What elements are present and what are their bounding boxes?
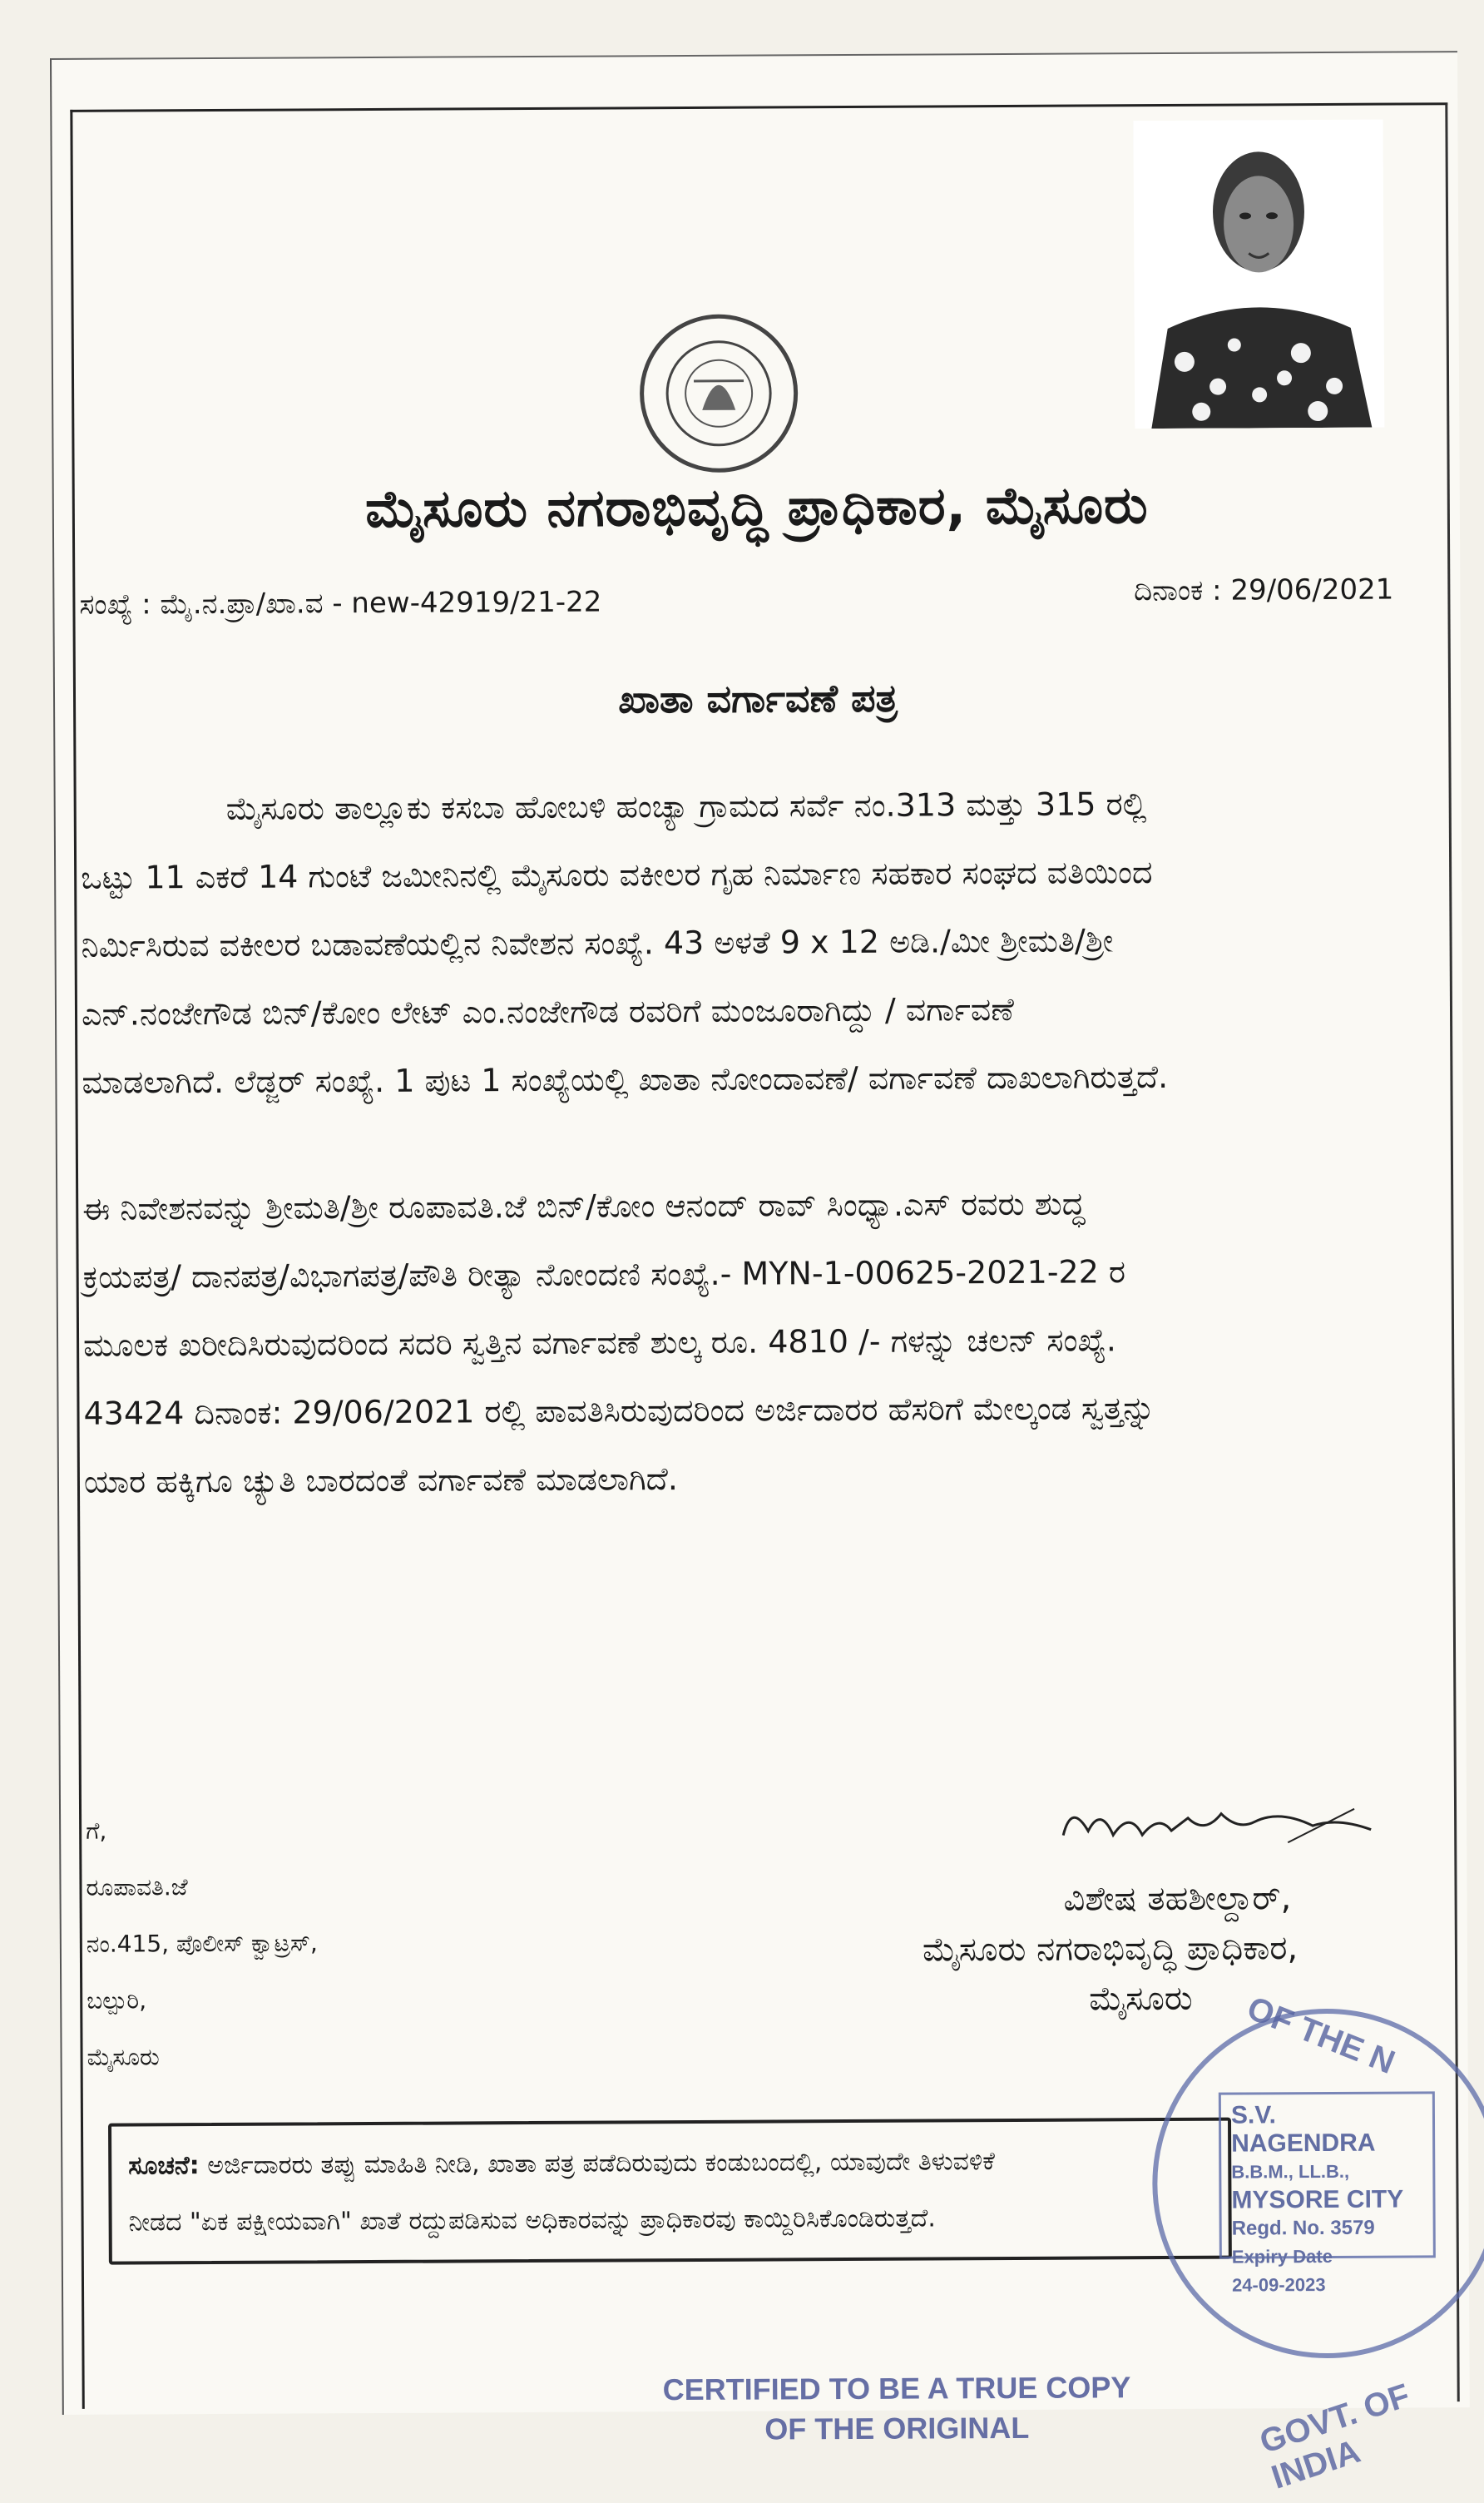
stamp-ring-top: OF THE N: [1242, 1990, 1400, 2082]
notice-label: ಸೂಚನೆ:: [128, 2151, 200, 2181]
certified-stamp: [663, 2367, 1131, 2450]
paragraph-2-line: ಮೂಲಕ ಖರೀದಿಸಿರುವುದರಿಂದ ಸದರಿ ಸ್ವತ್ತಿನ ವರ್ಗಾವಣೆ ಶುಲ್ಕ ರೂ. 4810 /- ಗಳನ್ನು ಚಲನ್ ಸಂಖ್ಯೆ.: [82, 1321, 1116, 1364]
addressee-line: ಮೈಸೂರು: [87, 2043, 160, 2071]
signature-line: ಮೈಸೂರು: [1089, 1979, 1193, 2019]
issue-date: ದಿನಾಂಕ : 29/06/2021: [1133, 572, 1394, 608]
signature-line: ಮೈಸೂರು ನಗರಾಭಿವೃದ್ಧಿ ಪ್ರಾಧಿಕಾರ,: [922, 1929, 1298, 1970]
paragraph-1-line: ಮೈಸೂರು ತಾಲ್ಲೂಕು ಕಸಬಾ ಹೋಬಳಿ ಹಂಚ್ಯಾ ಗ್ರಾಮದ ಸರ್ವೆ ನಂ.313 ಮತ್ತು 315 ರಲ್ಲಿ: [225, 786, 1147, 827]
applicant-photo: [1133, 120, 1384, 429]
notice-text-1: ಅರ್ಜಿದಾರರು ತಪ್ಪು ಮಾಹಿತಿ ನೀಡಿ, ಖಾತಾ ಪತ್ರ ಪಡೆದಿರುವುದು ಕಂಡುಬಂದಲ್ಲಿ, ಯಾವುದೇ ತಿಳುವಳಿಕೆ: [207, 2147, 995, 2181]
paragraph-2: [82, 1167, 1432, 1515]
stamp-line: B.B.M., LL.B.,: [1231, 2160, 1350, 2183]
addressee-line: ರೂಪಾವತಿ.ಜೆ: [86, 1873, 188, 1901]
stamp-line: 24-09-2023: [1231, 2274, 1326, 2296]
paragraph-2-line: ಯಾರ ಹಕ್ಕಿಗೂ ಚ್ಯುತಿ ಬಾರದಂತೆ ವರ್ಗಾವಣೆ ಮಾಡಲಾಗಿದೆ.: [83, 1460, 678, 1500]
addressee-line: ಗೆ,: [86, 1817, 107, 1845]
notice-text-2: ನೀಡದ "ಏಕ ಪಕ್ಷೀಯವಾಗಿ" ಖಾತೆ ರದ್ದುಪಡಿಸುವ ಅಧಿಕಾರವನ್ನು ಪ್ರಾಧಿಕಾರವು ಕಾಯ್ದಿರಿಸಿಕೊಂಡಿರುತ್ತದೆ.: [128, 2203, 936, 2238]
paragraph-1-line: ಮಾಡಲಾಗಿದೆ. ಲೆಡ್ಜರ್ ಸಂಖ್ಯೆ. 1 ಪುಟ 1 ಸಂಖ್ಯೆಯಲ್ಲಿ ಖಾತಾ ನೋಂದಾವಣೆ/ ವರ್ಗಾವಣೆ ದಾಖಲಾಗಿರುತ್ತದೆ.: [82, 1058, 1169, 1101]
authority-seal-icon: [640, 314, 799, 473]
paragraph-2-line: ಕ್ರಯಪತ್ರ/ ದಾನಪತ್ರ/ವಿಭಾಗಪತ್ರ/ಪೌತಿ ರೀತ್ಯಾ ನೋಂದಣಿ ಸಂಖ್ಯೆ.- MYN-1-00625-2021-22 ರ: [82, 1253, 1126, 1296]
notice-line-1: [128, 2133, 1211, 2195]
stamp-line: MYSORE CITY: [1231, 2185, 1404, 2214]
notice-box: [108, 2118, 1232, 2265]
addressee-block: [86, 1802, 319, 2085]
addressee-line: ಬಲ್ಪುರಿ,: [87, 1986, 147, 2015]
signature-block: [922, 1784, 1388, 2025]
paragraph-1: [81, 768, 1430, 1116]
reference-number: ಸಂಖ್ಯೆ : ಮೈ.ನ.ಪ್ರಾ/ಖಾ.ವ - new-42919/21-22: [79, 585, 602, 622]
authority-title: ಮೈಸೂರು ನಗರಾಭಿವೃದ್ಧಿ ಪ್ರಾಧಿಕಾರ, ಮೈಸೂರು: [364, 474, 1149, 540]
handwritten-signature: [922, 1784, 1388, 1861]
signature-line: ವಿಶೇಷ ತಹಶೀಲ್ದಾರ್,: [1063, 1879, 1292, 1919]
certified-line: CERTIFIED TO BE A TRUE COPY: [662, 2370, 1131, 2407]
addressee-line: ನಂ.415, ಪೊಲೀಸ್ ಕ್ವಾಟ್ರಸ್,: [86, 1929, 318, 1958]
paragraph-1-line: ಎನ್.ನಂಜೇಗೌಡ ಬಿನ್/ಕೋಂ ಲೇಟ್ ಎಂ.ನಂಜೇಗೌಡ ರವರಿಗೆ ಮಂಜೂರಾಗಿದ್ದು / ವರ್ಗಾವಣೆ: [81, 990, 1015, 1033]
document-subtitle: ಖಾತಾ ವರ್ಗಾವಣೆ ಪತ್ರ: [618, 675, 898, 722]
stamp-ring-bottom: GOVT. OF INDIA: [1255, 2377, 1415, 2496]
certified-line: OF THE ORIGINAL: [764, 2410, 1030, 2446]
stamp-line: S.V. NAGENDRA: [1230, 2101, 1376, 2158]
notary-stamp: [1219, 2091, 1436, 2296]
paragraph-2-line: 43424 ದಿನಾಂಕ: 29/06/2021 ರಲ್ಲಿ ಪಾವತಿಸಿರುವುದರಿಂದ ಅರ್ಜಿದಾರರ ಹೆಸರಿಗೆ ಮೇಲ್ಕಂಡ ಸ್ವತ್ತನ್ನು: [83, 1390, 1155, 1432]
stamp-line: Expiry Date: [1231, 2245, 1333, 2268]
document-paper: [50, 51, 1470, 2496]
paragraph-1-line: ಒಟ್ಟು 11 ಎಕರೆ 14 ಗುಂಟೆ ಜಮೀನಿನಲ್ಲಿ ಮೈಸೂರು ವಕೀಲರ ಗೃಹ ನಿರ್ಮಾಣ ಸಹಕಾರ ಸಂಘದ ವತಿಯಿಂದ: [81, 854, 1153, 896]
paragraph-1-line: ನಿರ್ಮಿಸಿರುವ ವಕೀಲರ ಬಡಾವಣೆಯಲ್ಲಿನ ನಿವೇಶನ ಸಂಖ್ಯೆ. 43 ಅಳತೆ 9 x 12 ಅಡಿ./ಮೀ ಶ್ರೀಮತಿ/ಶ್ರೀ: [81, 922, 1114, 964]
stamp-line: Regd. No. 3579: [1231, 2216, 1375, 2240]
paragraph-2-line: ಈ ನಿವೇಶನವನ್ನು ಶ್ರೀಮತಿ/ಶ್ರೀ ರೂಪಾವತಿ.ಜೆ ಬಿನ್/ಕೋಂ ಆನಂದ್ ರಾವ್ ಸಿಂಧ್ಯಾ.ಎಸ್ ರವರು ಶುದ್ಧ: [82, 1185, 1086, 1227]
